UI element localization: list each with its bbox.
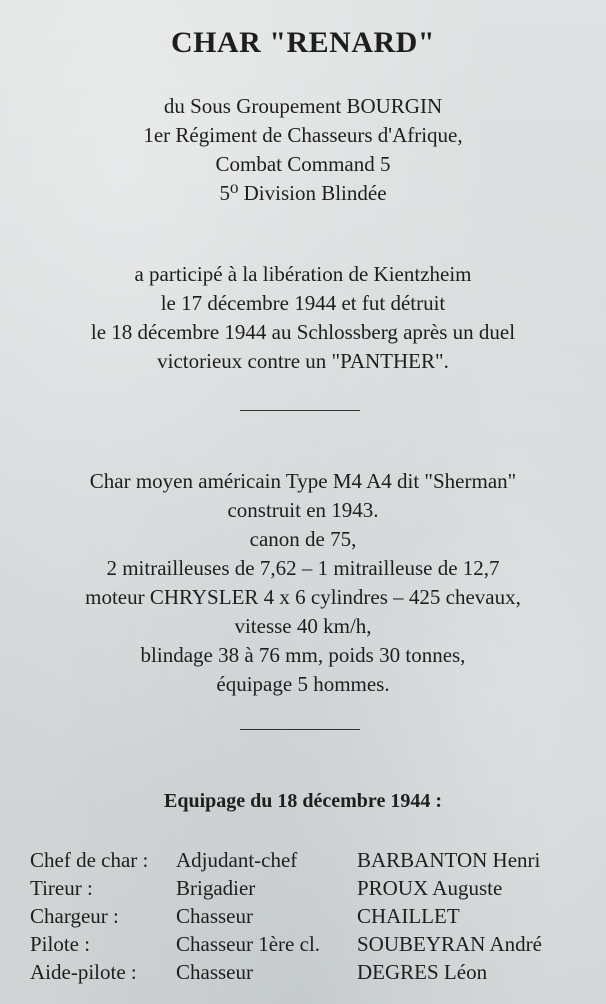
- crew-name: CHAILLET: [357, 904, 460, 928]
- spec-line: canon de 75,: [249, 527, 357, 551]
- crew-rank: Chasseur: [176, 904, 253, 928]
- crew-row: [0, 904, 606, 932]
- divider: [240, 729, 360, 730]
- plaque-title: CHAR "RENARD": [171, 26, 435, 59]
- unit-section: [0, 92, 606, 208]
- spec-line: Char moyen américain Type M4 A4 dit "Sherman": [89, 469, 517, 493]
- crew-rank: Chasseur: [176, 960, 253, 984]
- crew-role: Tireur :: [30, 876, 93, 900]
- unit-line: Combat Command 5: [215, 152, 391, 176]
- unit-line: 1er Régiment de Chasseurs d'Afrique,: [143, 123, 463, 147]
- crew-role: Chargeur :: [30, 904, 119, 928]
- spec-line: 2 mitrailleuses de 7,62 – 1 mitrailleuse de 12,7: [106, 556, 500, 580]
- divider: [240, 410, 360, 411]
- crew-rank: Chasseur 1ère cl.: [176, 932, 321, 956]
- crew-rank: Brigadier: [176, 876, 256, 900]
- history-line: victorieux contre un "PANTHER".: [157, 349, 449, 373]
- spec-line: équipage 5 hommes.: [216, 672, 390, 696]
- crew-name: DEGRES Léon: [357, 960, 488, 984]
- crew-row: [0, 960, 606, 988]
- crew-name: BARBANTON Henri: [357, 848, 541, 872]
- crew-row: [0, 932, 606, 960]
- crew-rank: Adjudant-chef: [176, 848, 298, 872]
- history-section: [0, 260, 606, 376]
- spec-line: moteur CHRYSLER 4 x 6 cylindres – 425 chevaux,: [85, 585, 521, 609]
- crew-row: [0, 876, 606, 904]
- crew-name: SOUBEYRAN André: [357, 932, 542, 956]
- history-line: le 17 décembre 1944 et fut détruit: [160, 291, 446, 315]
- crew-table: [0, 848, 606, 988]
- spec-line: construit en 1943.: [227, 498, 379, 522]
- unit-line: 5⁰ Division Blindée: [219, 181, 387, 205]
- crew-title: Equipage du 18 décembre 1944 :: [164, 790, 442, 812]
- crew-role: Chef de char :: [30, 848, 149, 872]
- spec-line: blindage 38 à 76 mm, poids 30 tonnes,: [140, 643, 466, 667]
- crew-role: Pilote :: [30, 932, 91, 956]
- history-line: a participé à la libération de Kientzheim: [134, 262, 472, 286]
- specs-section: [0, 467, 606, 699]
- crew-row: [0, 848, 606, 876]
- crew-role: Aide-pilote :: [30, 960, 137, 984]
- unit-line: du Sous Groupement BOURGIN: [163, 94, 443, 118]
- history-line: le 18 décembre 1944 au Schlossberg après un duel: [90, 320, 516, 344]
- crew-name: PROUX Auguste: [357, 876, 503, 900]
- spec-line: vitesse 40 km/h,: [234, 614, 372, 638]
